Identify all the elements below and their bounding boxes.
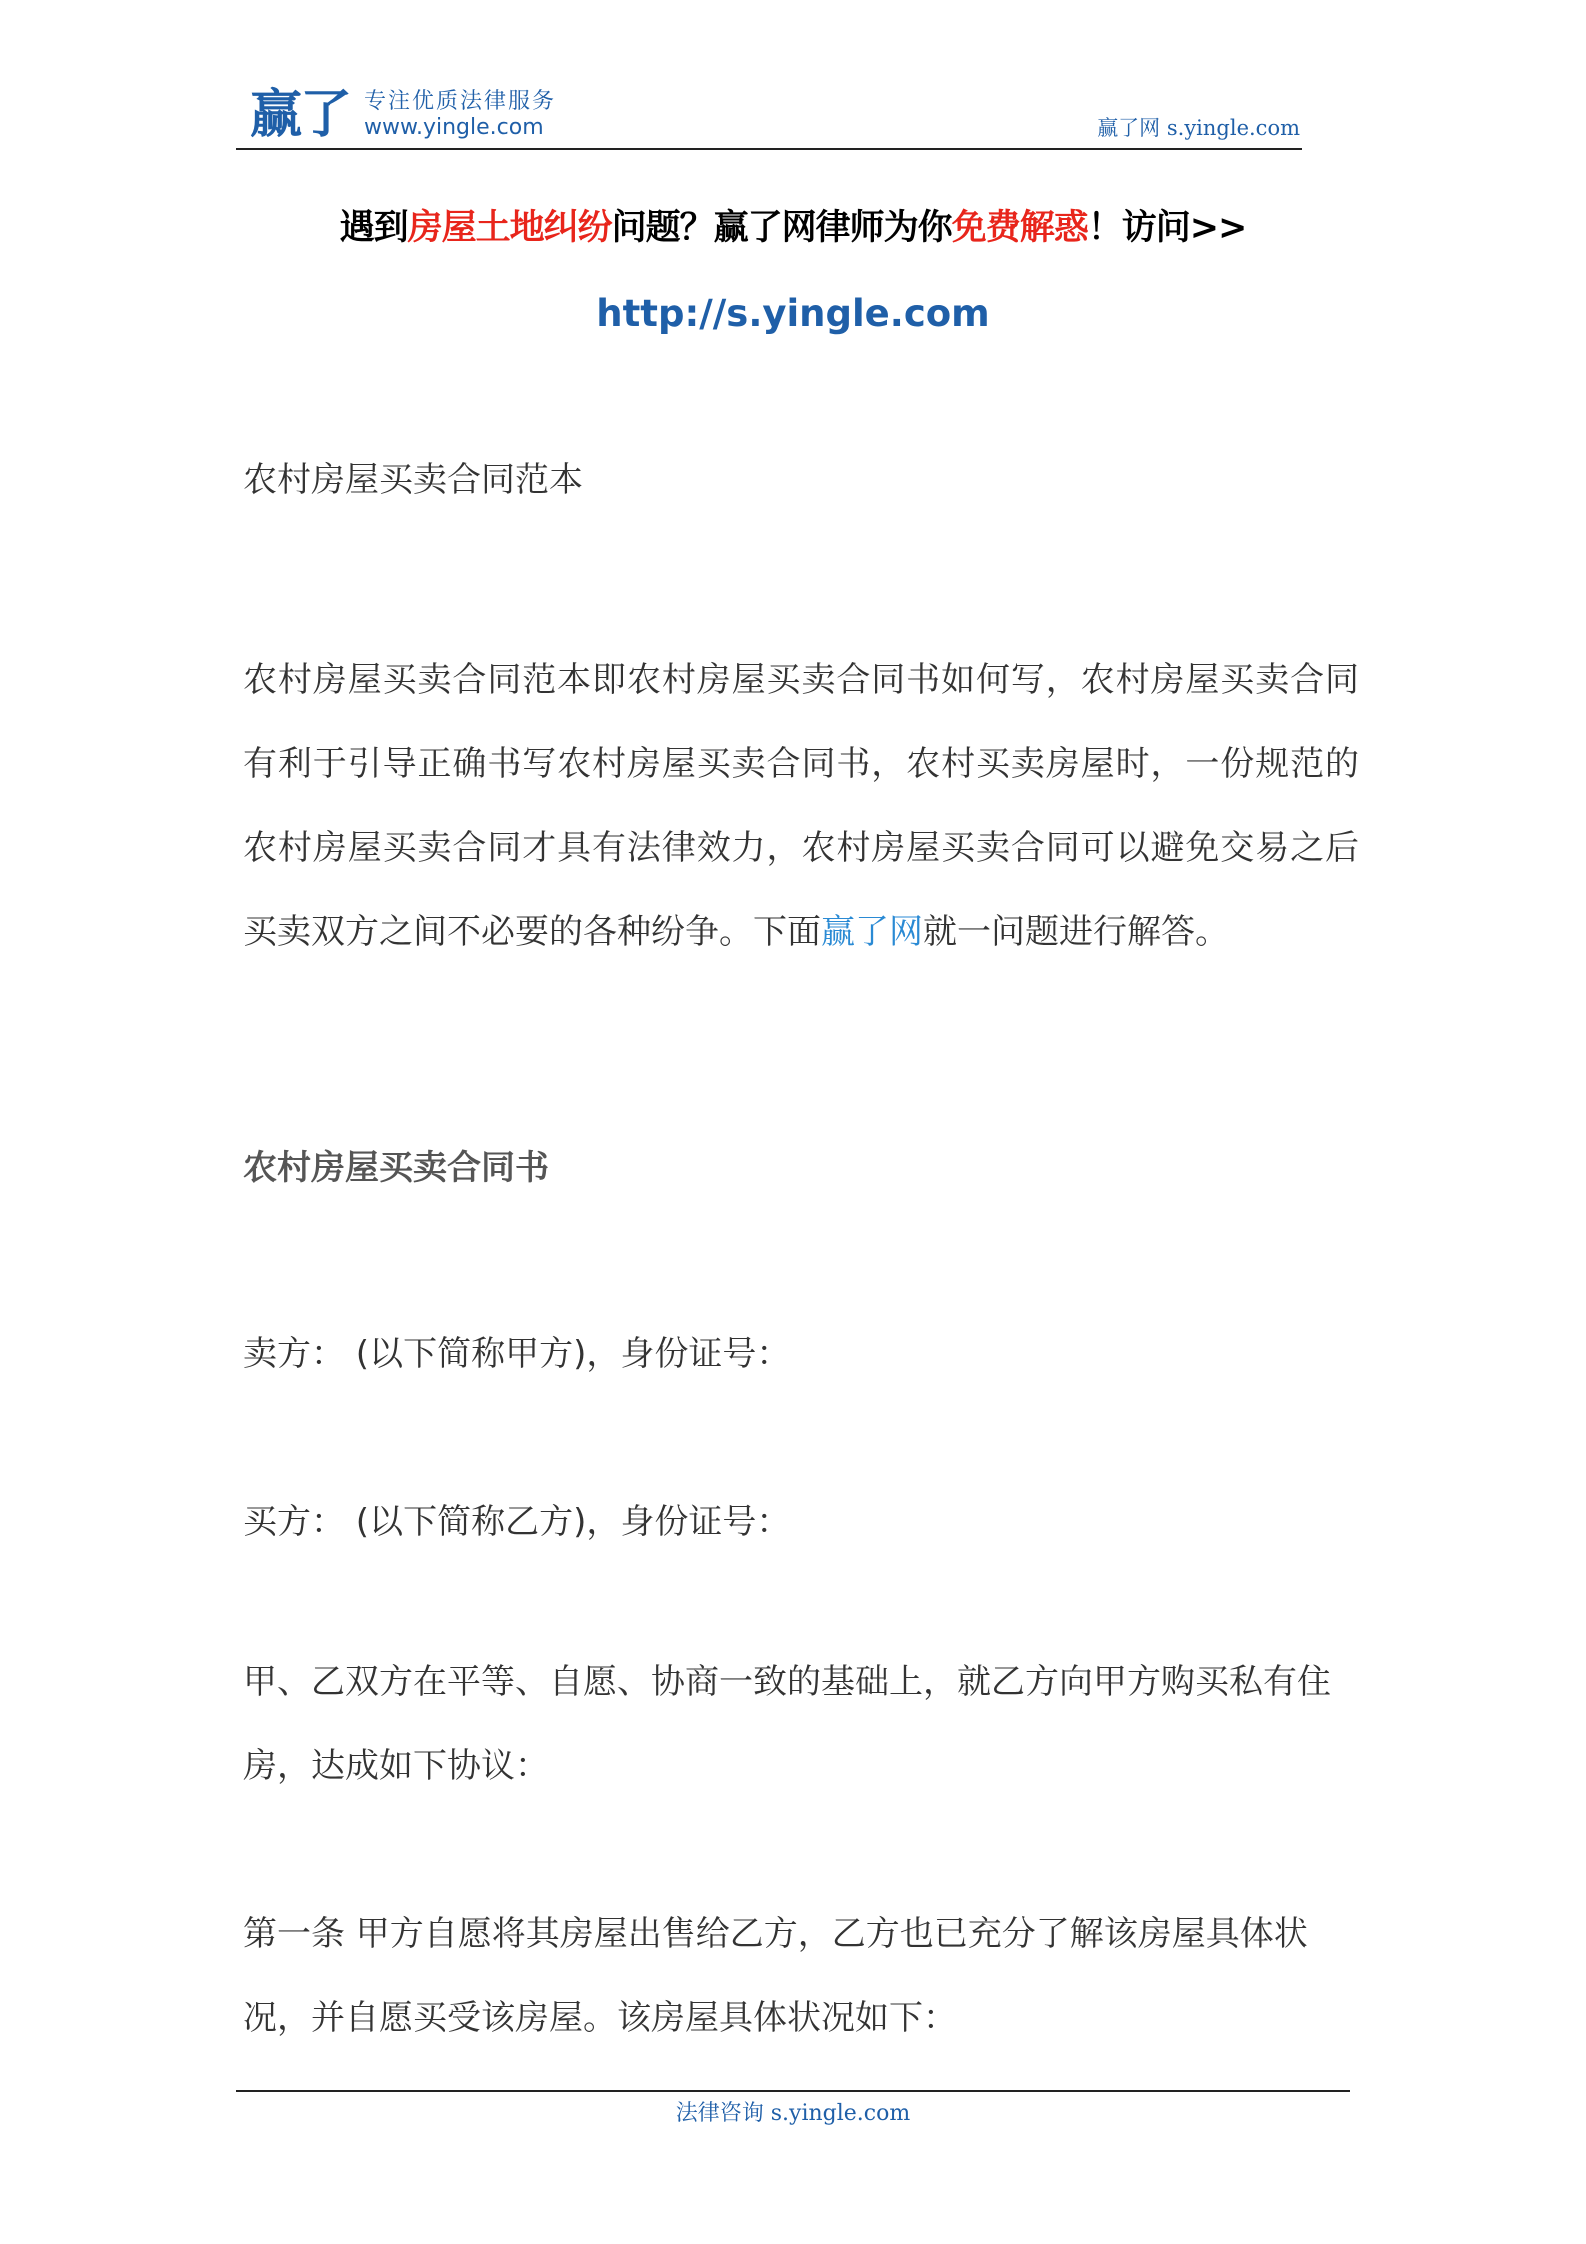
intro-paragraph bbox=[243, 638, 1359, 974]
banner-text-1: 遇到 bbox=[339, 208, 408, 248]
banner-text-2: 问题？赢了网律师为你 bbox=[611, 208, 952, 248]
logo-text bbox=[364, 89, 556, 141]
banner-highlight-2: 免费解惑 bbox=[951, 208, 1088, 248]
intro-site-link[interactable]: 赢了网 bbox=[821, 912, 923, 952]
buyer-line: 买方： (以下简称乙方)，身份证号： bbox=[243, 1502, 791, 1542]
page-footer bbox=[236, 2090, 1350, 2127]
document-title: 农村房屋买卖合同范本 bbox=[243, 460, 583, 500]
section-title: 农村房屋买卖合同书 bbox=[243, 1148, 549, 1188]
footer-link[interactable]: 法律咨询 s.yingle.com bbox=[675, 2101, 911, 2126]
banner-highlight-1: 房屋土地纠纷 bbox=[407, 208, 612, 248]
intro-text: 农村房屋买卖合同范本即农村房屋买卖合同书如何写，农村房屋买卖合同有利于引导正确书写农村房屋买卖合同书，农村买卖房屋时，一份规范的农村房屋买卖合同才具有法律效力，农村房屋买卖合同可以避免交易之后买卖双方之间不必要的各种纷争。下面 bbox=[243, 660, 1359, 952]
site-logo[interactable] bbox=[250, 86, 556, 144]
page-header bbox=[236, 82, 1302, 150]
seller-line: 卖方： (以下简称甲方)，身份证号： bbox=[243, 1334, 791, 1374]
logo-mark: 赢了 bbox=[250, 84, 351, 145]
header-site-link[interactable]: 赢了网 s.yingle.com bbox=[1097, 116, 1300, 140]
article-1-paragraph: 第一条 甲方自愿将其房屋出售给乙方，乙方也已充分了解该房屋具体状况，并自愿买受该房屋。该房屋具体状况如下： bbox=[243, 1914, 1308, 2038]
banner-url-link[interactable]: http://s.yingle.com bbox=[596, 292, 990, 335]
banner-text-3: ！访问>> bbox=[1087, 208, 1247, 248]
promo-banner bbox=[0, 200, 1586, 250]
logo-url: www.yingle.com bbox=[364, 115, 544, 140]
intro-text-end: 就一问题进行解答。 bbox=[923, 912, 1229, 952]
logo-slogan: 专注优质法律服务 bbox=[364, 89, 557, 114]
agreement-paragraph: 甲、乙双方在平等、自愿、协商一致的基础上，就乙方向甲方购买私有住房，达成如下协议： bbox=[243, 1662, 1331, 1786]
